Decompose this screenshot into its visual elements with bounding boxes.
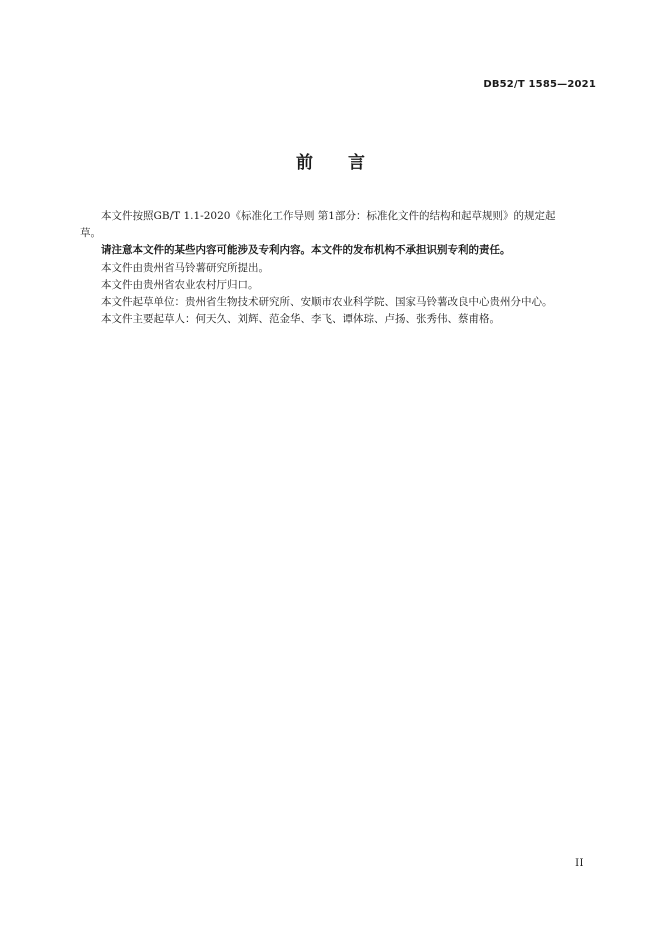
title-part-2: 言 — [348, 153, 366, 173]
paragraph-proposer: 本文件由贵州省马铃薯研究所提出。 — [101, 261, 269, 274]
paragraph-line: 本文件按照GB/T 1.1-2020《标准化工作导则 第1部分：标准化文件的结构和起草规则》的规定起 — [101, 210, 556, 222]
page-number: II — [575, 858, 584, 869]
paragraph-centralized-by: 本文件由贵州省农业农村厅归口。 — [101, 278, 259, 291]
paragraph-drafters: 本文件主要起草人：何天久、刘辉、范金华、李飞、谭体琮、卢扬、张秀伟、蔡甫格。 — [101, 313, 500, 326]
paragraph-patent-notice: 请注意本文件的某些内容可能涉及专利内容。本文件的发布机构不承担识别专利的责任。 — [101, 244, 511, 257]
paragraph-line-continuation: 草。 — [80, 227, 101, 240]
paragraph-drafting-rules — [80, 208, 600, 242]
title-part-1: 前 — [296, 153, 314, 173]
paragraph-drafting-units: 本文件起草单位：贵州省生物技术研究所、安顺市农业科学院、国家马铃薯改良中心贵州分中心。 — [101, 296, 553, 309]
page-title — [0, 148, 662, 173]
document-code: DB52/T 1585—2021 — [483, 79, 596, 90]
foreword-body — [80, 208, 600, 328]
